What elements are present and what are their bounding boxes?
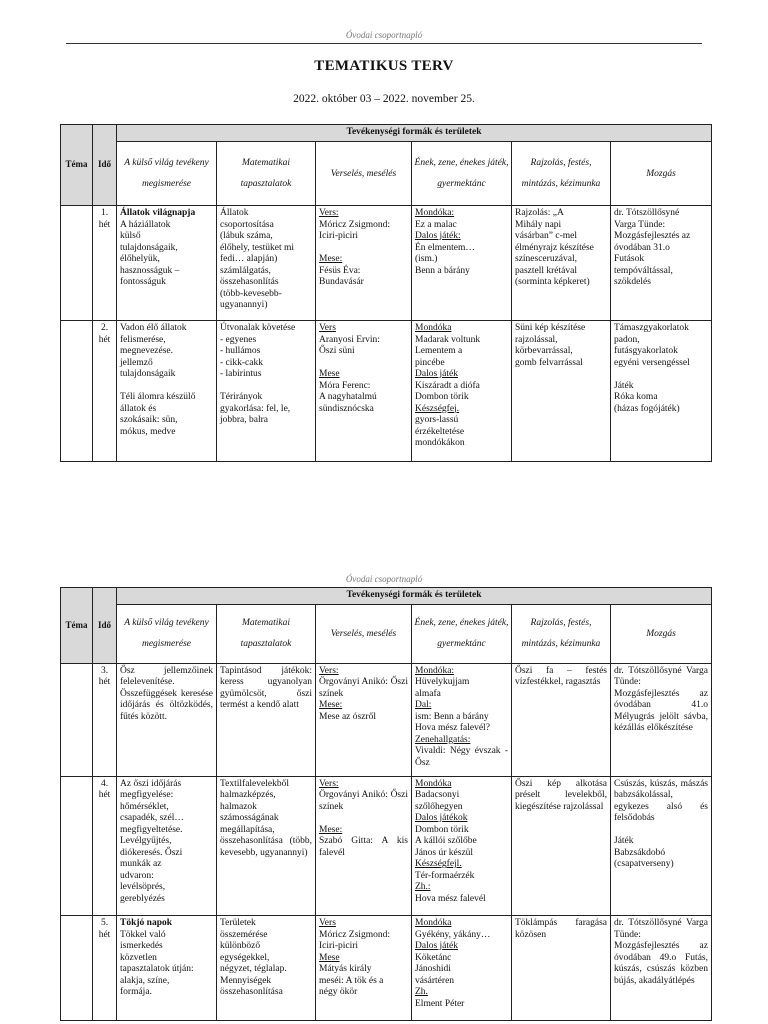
cell-text-line: Vers: (319, 208, 339, 218)
cell-text-line: Gyékény, yákány… (415, 929, 491, 940)
header-cat: Ének, zene, énekes játék, gyermektánc (412, 605, 512, 664)
cell-text-line: Készségfej. (415, 403, 460, 414)
week-label: hét (98, 219, 111, 230)
cell-text-line (319, 243, 408, 255)
cell-text-line: rajzolással, (515, 334, 558, 345)
cell-text-line: tulajdonságaik, (120, 242, 178, 253)
cell-text-line: Őszi fa – festés vízfestékkel, ragasztás (515, 665, 610, 688)
cell-text-line (120, 381, 213, 393)
cell-text-line: színesceruzával, (515, 254, 577, 264)
cell-text-line: A kállói szőlőbe (415, 836, 477, 847)
plan-table-2 (60, 587, 712, 1021)
activity-cell (217, 663, 316, 776)
cell-text-line: - egyenes (220, 334, 257, 345)
cell-text-line: dr. Tótszöllősyné Varga Tünde: Mozgásfejlesztés az óvodában 49.o Futás, kúszás, csúszás közben bújás, akadályátlépés (614, 918, 711, 986)
activity-cell (117, 776, 217, 915)
cell-text-line: Vadon élő állatok (120, 323, 187, 333)
cell-text-line: Örgoványi Anikó: Őszi színek (319, 790, 411, 812)
category-row (61, 605, 712, 664)
cell-text-line: Zh. (415, 987, 428, 998)
week-cell (93, 776, 117, 915)
cell-text-line: jobbra, balra (220, 415, 269, 425)
cell-text-line: Állatok (220, 208, 249, 218)
week-number: 2. (100, 323, 109, 333)
category-row (61, 142, 712, 206)
cell-text-line: körbevarrással, (515, 346, 573, 356)
cell-text-line (319, 358, 408, 370)
cell-text-line: csoportosítása (220, 219, 274, 230)
activity-cell (512, 663, 611, 776)
week-label: hét (98, 790, 111, 801)
activity-cell (512, 916, 611, 1021)
header-tema: Téma (61, 125, 93, 206)
cell-text-line: csapadék, szél… (120, 813, 184, 824)
cell-text-line: udvaron: (120, 870, 154, 881)
cell-text-line: Róka koma (614, 392, 658, 402)
cell-text-line: Játék (614, 836, 634, 847)
cell-text-line: Mese az ószről (319, 711, 376, 722)
running-header: Óvodai csoportnapló (345, 30, 423, 40)
cell-text-line: Dalos játék (415, 941, 459, 952)
header-cat: Matematikai tapasztalatok (217, 605, 316, 664)
cell-text-line: Köketánc (415, 952, 452, 963)
header-cat: Verselés, mesélés (316, 605, 412, 664)
cell-text-line: ismerkedés (120, 941, 163, 952)
cell-text-line: Vers (319, 323, 336, 333)
cell-text-line: Dal: (415, 700, 432, 711)
activity-cell (512, 206, 611, 321)
header-ido: Idő (93, 125, 117, 206)
cell-text-line: Zh.: (415, 882, 431, 893)
theme-cell (61, 916, 93, 1021)
cell-text-line: Tökkel való (120, 929, 166, 940)
cell-text-line: Én elmentem… (415, 242, 475, 253)
cell-text-line: egyéni versengéssel (614, 357, 690, 368)
cell-text-line: Badacsonyi (415, 790, 460, 801)
activity-cell (611, 916, 712, 1021)
theme-cell (61, 321, 93, 462)
header-tema: Téma (61, 588, 93, 664)
cell-text-line: - labirintus (220, 369, 262, 379)
activity-cell (412, 663, 512, 776)
cell-text-line: szökdelés (614, 277, 651, 287)
theme-cell (61, 776, 93, 915)
week-number: 3. (100, 665, 109, 676)
cell-text-line: Vers: (319, 665, 339, 676)
header-group: Tevékenységi formák és területek (117, 125, 712, 142)
cell-text-line: hőmérséklet, (120, 801, 169, 812)
cell-text-line: Vivaldi: Négy évszak - Ősz (415, 746, 511, 768)
cell-text-line: (ism.) (415, 254, 438, 264)
cell-text-line: Vers (319, 918, 336, 929)
cell-text-line: Az őszi időjárás (120, 778, 182, 789)
cell-text-line: levélsöprés, (120, 882, 166, 893)
cell-text-line: érzékeltetése (415, 426, 465, 437)
cell-text-line: Tér-formaérzék (415, 870, 475, 881)
cell-text-line: jellemző (120, 357, 153, 368)
activity-cell (316, 321, 412, 462)
header-cat: Ének, zene, énekes játék, gyermektánc (412, 142, 512, 206)
cell-text-line: Iciri-piciri (319, 231, 359, 241)
cell-text-line: egységekkel, (220, 952, 270, 963)
cell-text-line: Móricz Zsigmond: (319, 929, 390, 940)
cell-text-line (220, 381, 312, 393)
activity-cell (217, 321, 316, 462)
cell-text-line: megfigyelése: (120, 790, 174, 801)
cell-text-line (614, 369, 708, 381)
cell-text-line: Mondóka (415, 778, 452, 789)
cell-text-line: Mese: (319, 700, 343, 711)
cell-text-line: mondókákon (415, 438, 465, 448)
cell-text-line: meséi: A tök és a (319, 975, 384, 986)
cell-text-line: Mondóka: (415, 665, 455, 676)
cell-text-line: tapasztalatok útján: (120, 964, 194, 975)
cell-text-line: ugyanannyi) (220, 300, 268, 310)
cell-text-line (319, 813, 408, 825)
activity-cell (117, 663, 217, 776)
cell-text-line: Mese: (319, 824, 343, 835)
week-number: 1. (100, 208, 109, 218)
cell-text-line: Mondóka (415, 323, 452, 333)
cell-text-line: számlálgatás, (220, 265, 271, 276)
activity-cell (512, 321, 611, 462)
cell-text-line: Mennyiségek (220, 975, 272, 986)
cell-text-line: összehasonlítás (220, 277, 279, 287)
cell-text-line: négyzet, téglalap. (220, 964, 287, 975)
week-row (61, 916, 712, 1021)
cell-text-line: pincébe (415, 357, 445, 368)
cell-text-line: Útvonalak követése (220, 323, 296, 333)
cell-text-line: állatok és (120, 403, 157, 414)
cell-text-line: Támaszgyakorlatok (614, 323, 689, 333)
header-group: Tevékenységi formák és területek (117, 588, 712, 605)
cell-text-line: Ez a malac (415, 219, 457, 230)
activity-cell (217, 206, 316, 321)
activity-cell (611, 663, 712, 776)
cell-text-line: Mondóka: (415, 208, 455, 218)
week-label: hét (98, 929, 111, 940)
cell-text-line: Állatok világnapja (120, 208, 196, 218)
cell-text-line: közvetlen (120, 952, 157, 963)
cell-text-line: Iciri-piciri (319, 941, 359, 952)
cell-text-line: Varga Tünde: (614, 219, 666, 230)
cell-text-line: szőlőhegyen (415, 801, 463, 812)
activity-cell (316, 776, 412, 915)
cell-text-line: padon, (614, 334, 640, 345)
activity-cell (611, 321, 712, 462)
week-cell (93, 206, 117, 321)
cell-text-line: fontosságuk (120, 277, 166, 287)
activity-cell (316, 916, 412, 1021)
week-cell (93, 321, 117, 462)
week-cell (93, 663, 117, 776)
cell-text-line: Dalos játék (415, 369, 459, 379)
cell-text-line: élményrajz készítése (515, 242, 594, 253)
cell-text-line: Aranyosi Ervin: (319, 334, 380, 345)
cell-text-line: óvodában 31.o (614, 242, 670, 253)
cell-text-line: A nagyhatalmú (319, 392, 377, 402)
activity-cell (412, 206, 512, 321)
cell-text-line: futásgyakorlatok (614, 346, 678, 356)
header-cat: A külső világ tevékeny megismerése (117, 142, 217, 206)
cell-text-line: külső (120, 231, 141, 241)
cell-text-line: Dalos játék: (415, 231, 461, 241)
cell-text-line: Rajzolás: „A (515, 208, 564, 218)
cell-text-line: gomb felvarrással (515, 357, 583, 368)
cell-text-line: különböző (220, 941, 261, 952)
cell-text-line: Dombon törik (415, 824, 469, 835)
cell-text-line: szokásaik: sün, (120, 415, 178, 425)
cell-text-line: almafa (415, 688, 441, 699)
header-cat: Rajzolás, festés, mintázás, kézimunka (512, 605, 611, 664)
activity-cell (217, 916, 316, 1021)
activity-cell (316, 206, 412, 321)
cell-text-line: Őszi süni (319, 346, 355, 356)
cell-text-line: Kiszáradt a diófa (415, 380, 480, 391)
cell-text-line: összemérése (220, 929, 268, 940)
header-ido: Idő (93, 588, 117, 664)
plan-table-1 (60, 124, 712, 462)
header-rule (66, 43, 702, 44)
cell-text-line: alakja, színe, (120, 975, 170, 986)
cell-text-line: János úr készül (415, 847, 474, 858)
header-cat: Verselés, mesélés (316, 142, 412, 206)
cell-text-line: Játék (614, 380, 634, 391)
activity-cell (117, 206, 217, 321)
cell-text-line: gyors-lassú (415, 415, 459, 425)
cell-text-line: Madarak voltunk (415, 334, 481, 345)
week-row (61, 663, 712, 776)
cell-text-line: Mozgásfejlesztés az (614, 231, 691, 241)
cell-text-line: Mátyás király (319, 964, 372, 975)
cell-text-line: Hüvelykujjam (415, 677, 470, 688)
cell-text-line: Mihály napi (515, 219, 562, 230)
cell-text-line: megnevezése. (120, 346, 174, 356)
cell-text-line: Mese: (319, 254, 343, 264)
cell-text-line: Süni kép készítése (515, 323, 586, 333)
cell-text-line: (több-kevesebb- (220, 288, 282, 299)
cell-text-line: Mese (319, 952, 340, 963)
cell-text-line: Mondóka (415, 918, 452, 929)
activity-cell (412, 321, 512, 462)
date-range: 2022. október 03 – 2022. november 25. (293, 93, 475, 105)
cell-text-line: pasztell krétával (515, 265, 577, 276)
cell-text-line: Lementem a (415, 346, 463, 356)
activity-cell (611, 776, 712, 915)
cell-text-line: felismerése, (120, 334, 166, 345)
cell-text-line: Futások (614, 254, 645, 264)
cell-text-line: mókus, medve (120, 426, 176, 437)
header-cat: Matematikai tapasztalatok (217, 142, 316, 206)
cell-text-line: Ősz jellemzőinek felelevenítése. Összefüggések keresése időjárás és öltözködés, fűtés között. (120, 665, 216, 722)
cell-text-line: négy ökör (319, 987, 358, 998)
header-cat: Rajzolás, festés, mintázás, kézimunka (512, 142, 611, 206)
cell-text-line: Mese (319, 369, 340, 379)
cell-text-line: (lábuk száma, (220, 231, 273, 241)
cell-text-line: Benn a bárány (415, 265, 470, 276)
week-number: 5. (100, 918, 109, 929)
running-header: Óvodai csoportnapló (345, 574, 423, 584)
cell-text-line: Vers: (319, 778, 339, 789)
cell-text-line: Őszi kép alkotása préselt levelekből, kiegészítése rajzolással (515, 778, 610, 812)
cell-text-line: Csúszás, kúszás, mászás babzsákolással, egykezes alsó és felsődobás (614, 778, 711, 824)
cell-text-line: Töklámpás faragása közösen (515, 918, 610, 940)
cell-text-line: Móricz Zsigmond: (319, 219, 390, 230)
activity-cell (316, 663, 412, 776)
week-cell (93, 916, 117, 1021)
cell-text-line: sündisznócska (319, 403, 374, 414)
activity-cell (412, 776, 512, 915)
cell-text-line: tempóváltással, (614, 265, 673, 276)
cell-text-line: diókeresés. Őszi (120, 847, 183, 858)
cell-text-line: gyakorlása: fel, le, (220, 403, 291, 414)
cell-text-line: hasznosságuk – (120, 265, 180, 276)
cell-text-line: dr. Tótszöllősyné Varga Tünde: Mozgásfejlesztés az óvodában 41.o Mélyugrás jelölt sávba, kézállás előkészítése (614, 665, 711, 734)
cell-text-line: összehasonlítása (220, 987, 283, 998)
cell-text-line: Területek (220, 918, 256, 929)
activity-cell (217, 776, 316, 915)
week-number: 4. (100, 778, 109, 789)
cell-text-line: élőhelyük, (120, 254, 160, 264)
page-title: TEMATIKUS TERV (314, 58, 454, 74)
cell-text-line: Móra Ferenc: (319, 380, 371, 391)
cell-text-line: (sormintа képkeret) (515, 277, 590, 287)
cell-text-line: Babzsákdobó (614, 847, 666, 858)
cell-text-line: Tapintásod játékok: keress ugyanolyan gyümölcsöt, őszi termést a kendő alatt (220, 665, 315, 711)
cell-text-line: - cikk-cakk (220, 357, 263, 368)
cell-text-line: Térirányok (220, 392, 263, 402)
theme-cell (61, 206, 93, 321)
activity-cell (117, 916, 217, 1021)
cell-text-line: Készségfejl. (415, 859, 462, 870)
cell-text-line: Levélgyűjtés, (120, 836, 172, 847)
week-row (61, 776, 712, 915)
header-cat: A külső világ tevékeny megismerése (117, 605, 217, 664)
cell-text-line: (házas fogójáték) (614, 403, 680, 414)
cell-text-line: Zenehallgatás: (415, 734, 471, 745)
header-cat: Mozgás (611, 605, 712, 664)
theme-cell (61, 663, 93, 776)
week-label: hét (98, 677, 111, 688)
header-cat: Mozgás (611, 142, 712, 206)
cell-text-line: élőhely, testüket mi (220, 242, 295, 253)
cell-text-line: tulajdonságaik (120, 369, 176, 379)
cell-text-line: Dalos játékok (415, 813, 468, 824)
cell-text-line: fedi… alapján) (220, 254, 278, 264)
cell-text-line (614, 825, 708, 837)
cell-text-line: Fésüs Éva: (319, 265, 361, 276)
activity-cell (512, 776, 611, 915)
activity-cell (611, 206, 712, 321)
week-row (61, 321, 712, 462)
cell-text-line: Textilfalevelekből halmazképzés, halmazok számosságának megállapítása, összehasonlítása (több, kevesebb, ugyanannyi) (220, 778, 315, 858)
cell-text-line: gereblyézés (120, 893, 165, 904)
cell-text-line: megfigyeltetése. (120, 824, 183, 835)
cell-text-line: Jánoshidi (415, 964, 451, 975)
activity-cell (412, 916, 512, 1021)
cell-text-line: (csapatverseny) (614, 859, 674, 870)
cell-text-line: vásárban” c-mel (515, 231, 577, 241)
cell-text-line: Bundavásár (319, 277, 364, 287)
cell-text-line: munkák az (120, 859, 162, 870)
cell-text-line: A háziállatok (120, 219, 171, 230)
cell-text-line: - hullámos (220, 346, 261, 356)
cell-text-line: Örgoványi Anikó: Őszi színek (319, 677, 411, 699)
cell-text-line: vásártéren (415, 975, 455, 986)
cell-text-line: Tökjó napok (120, 918, 173, 929)
cell-text-line: Dombon törik (415, 392, 469, 402)
cell-text-line: Hova mész falevél? (415, 723, 490, 734)
cell-text-line: dr. Tótszöllősyné (614, 208, 680, 218)
activity-cell (117, 321, 217, 462)
week-row (61, 206, 712, 321)
cell-text-line: ism: Benn a bárány (415, 711, 489, 722)
cell-text-line: Hova mész falevél (415, 893, 486, 904)
cell-text-line: Téli álomra készülő (120, 392, 196, 402)
cell-text-line: Szabó Gitta: A kis falevél (319, 836, 411, 858)
cell-text-line: formája. (120, 987, 152, 998)
cell-text-line: Elment Péter (415, 998, 465, 1009)
week-label: hét (98, 334, 111, 345)
